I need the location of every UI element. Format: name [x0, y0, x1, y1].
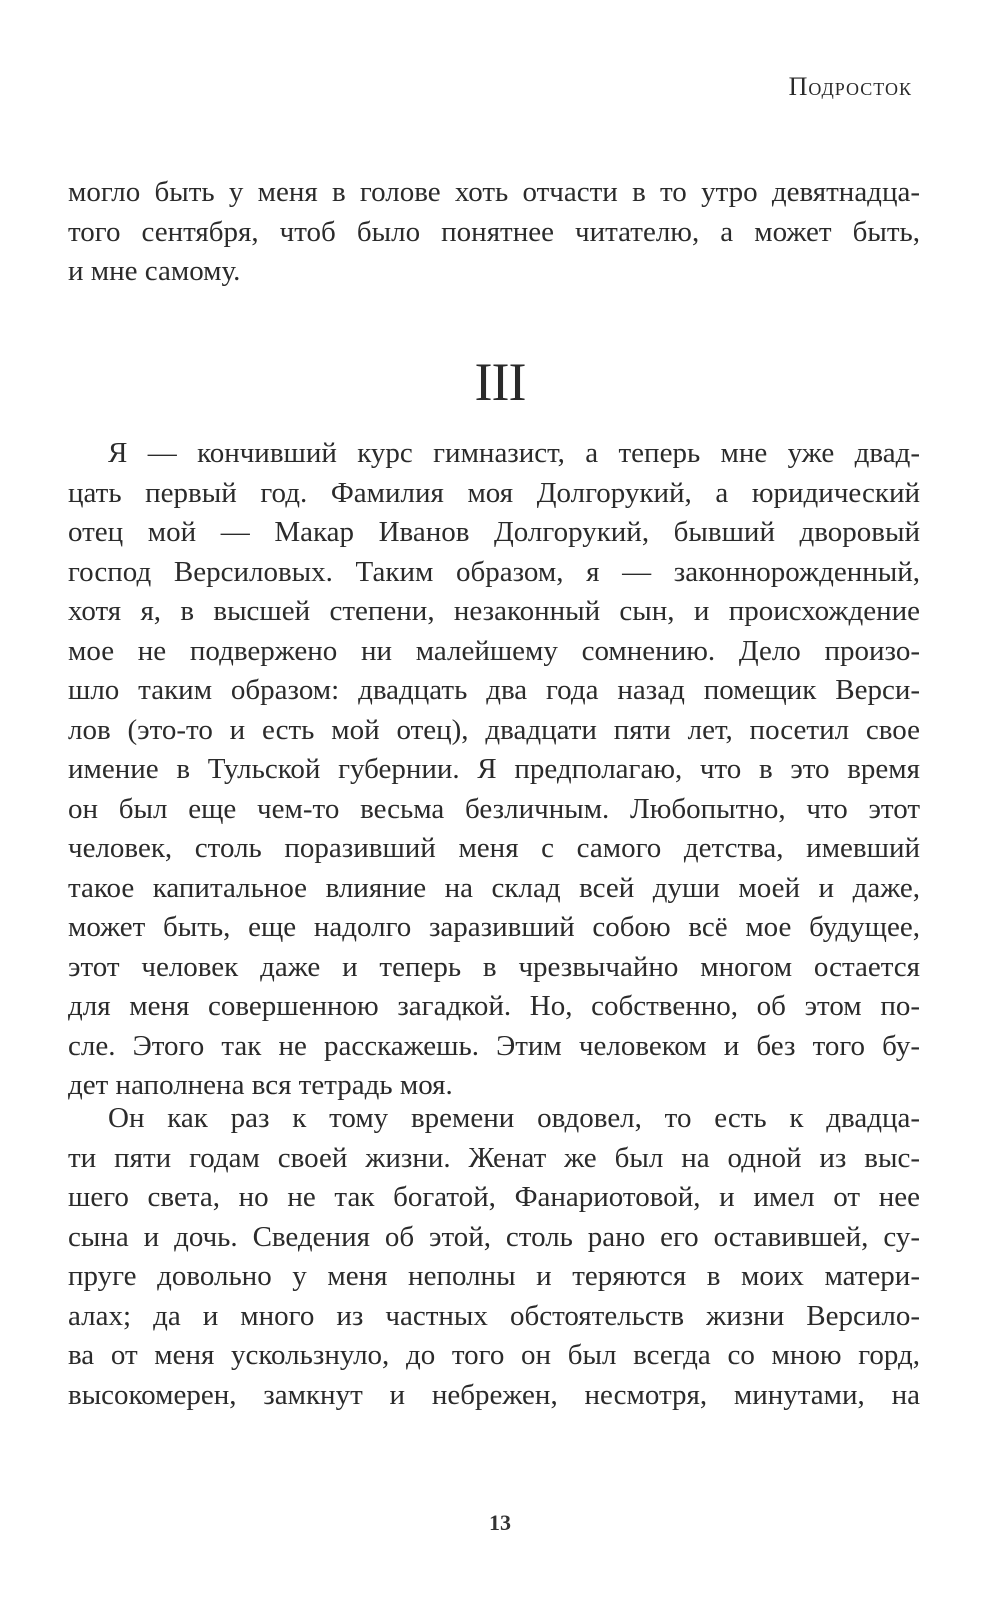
text-line: алах; да и много из частных обстоятельств жизни Версило- — [68, 1299, 920, 1332]
paragraph-2 — [68, 1099, 920, 1415]
text-line: высокомерен, замкнут и небрежен, несмотря, минутами, на — [68, 1378, 920, 1411]
text-line: дет наполнена вся тетрадь моя. — [68, 1069, 453, 1101]
text-line: пруге довольно у меня неполны и теряются в моих матери- — [68, 1260, 920, 1292]
text-line: этот человек даже и теперь в чрезвычайно многом остается — [68, 950, 920, 983]
text-line: может быть, еще надолго заразивший собою всё мое будущее, — [68, 911, 920, 943]
text-line: отец мой — Макар Иванов Долгорукий, бывший дворовый — [68, 516, 920, 548]
text-line: шего света, но не так богатой, Фанариотовой, и имел от нее — [68, 1181, 920, 1213]
text-line: он был еще чем-то весьма безличным. Любопытно, что этот — [68, 792, 920, 825]
text-line: Я — кончивший курс гимназист, а теперь мне уже двад- — [108, 437, 920, 469]
text-line: господ Версиловых. Таким образом, я — законнорожденный, — [68, 555, 920, 588]
text-line: ти пяти годам своей жизни. Женат же был на одной из выс- — [68, 1141, 920, 1174]
running-head: Подросток — [788, 72, 912, 101]
text-line: и мне самому. — [68, 255, 241, 287]
text-line: хотя я, в высшей степени, незаконный сын, и происхождение — [68, 595, 920, 627]
text-line: цать первый год. Фамилия моя Долгорукий, а юридический — [68, 476, 920, 509]
text-line: человек, столь поразивший меня с самого детства, имевший — [68, 832, 920, 864]
top-paragraph — [68, 173, 920, 292]
text-line: лов (это-то и есть мой отец), двадцати пяти лет, посетил свое — [68, 713, 920, 746]
text-line: сле. Этого так не расскажешь. Этим человеком и без того бу- — [68, 1029, 920, 1062]
text-line: могло быть у меня в голове хоть отчасти в то утро девятнадца- — [68, 176, 920, 208]
text-line: мое не подвержено ни малейшему сомнению. Дело произо- — [68, 634, 920, 667]
text-line: шло таким образом: двадцать два года назад помещик Верси- — [68, 674, 920, 706]
text-line: того сентября, чтоб было понятнее читателю, а может быть, — [68, 215, 920, 248]
text-line: такое капитальное влияние на склад всей души моей и даже, — [68, 871, 920, 904]
paragraph-1 — [68, 434, 920, 1106]
text-line: для меня совершенною загадкой. Но, собственно, об этом по- — [68, 990, 920, 1022]
page-number: 13 — [489, 1510, 511, 1535]
text-line: Он как раз к тому времени овдовел, то есть к двадца- — [108, 1102, 920, 1134]
text-line: ва от меня ускользнуло, до того он был всегда со мною горд, — [68, 1339, 920, 1371]
text-line: сына и дочь. Сведения об этой, столь рано его оставившей, су- — [68, 1220, 920, 1253]
text-line: имение в Тульской губернии. Я предполагаю, что в это время — [68, 753, 920, 785]
chapter-number: III — [474, 352, 526, 412]
